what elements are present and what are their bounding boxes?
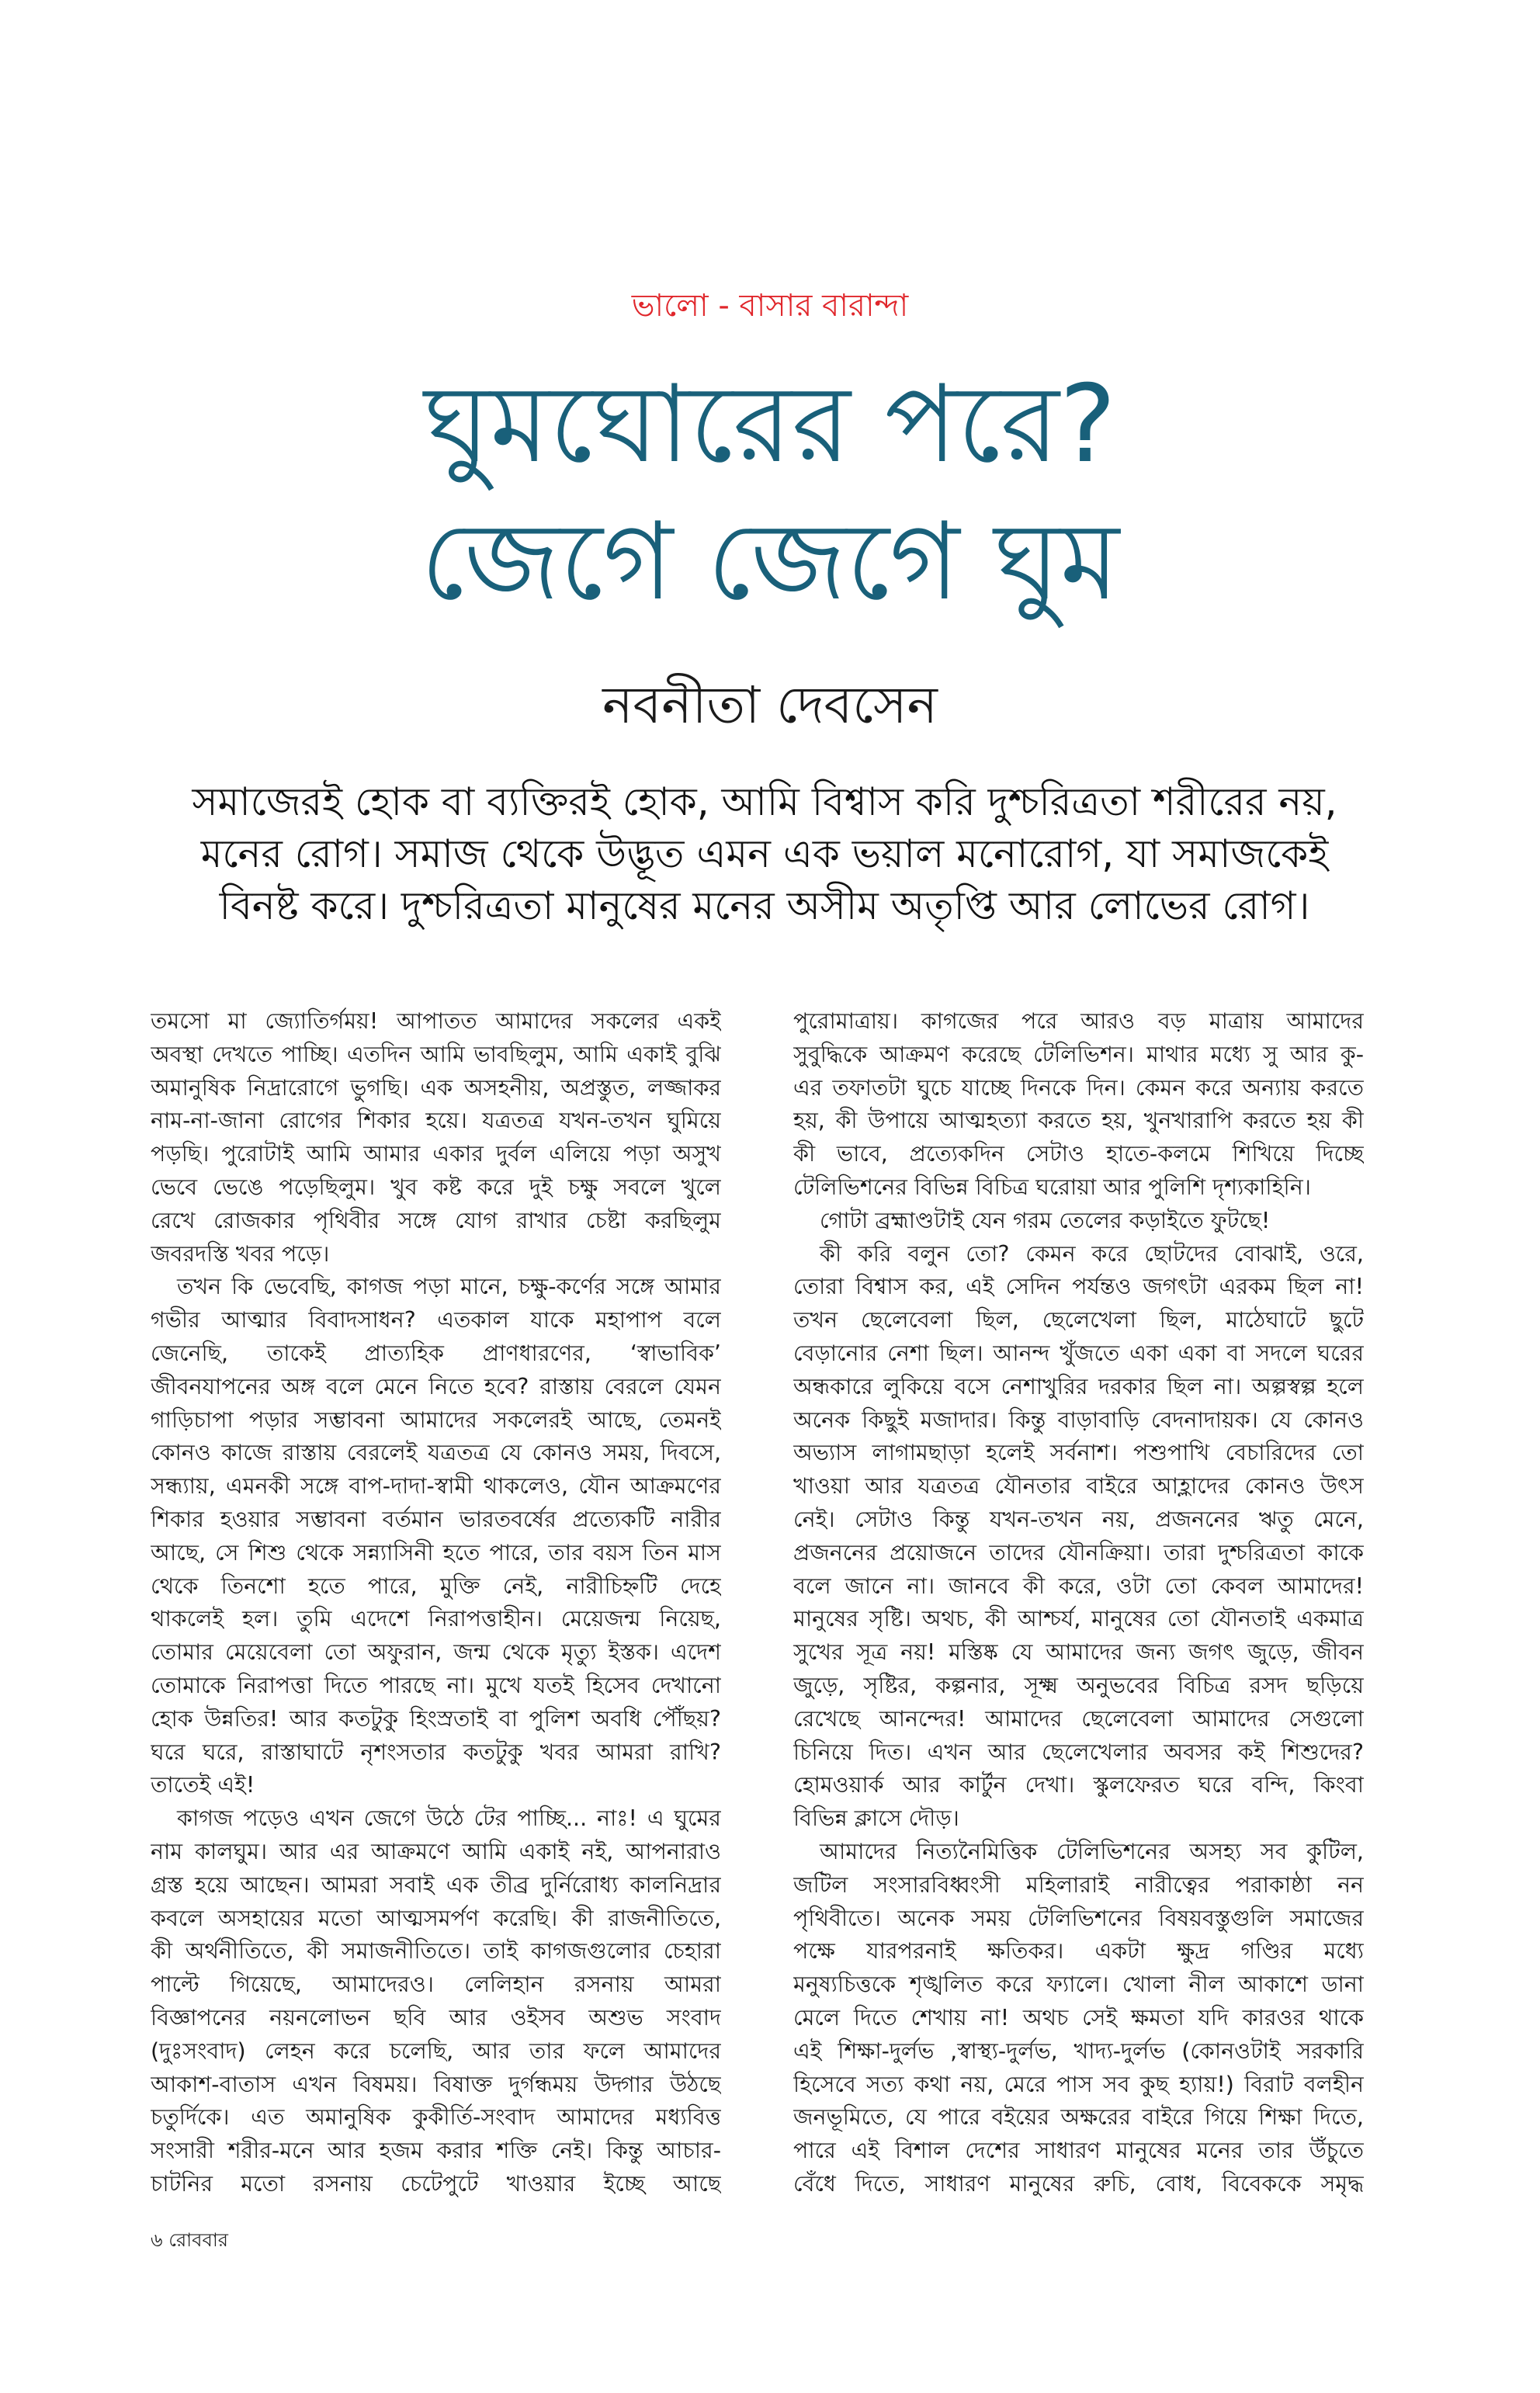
- text-line: ঘরে ঘরে, রাস্তাঘাটে নৃশংসতার কতটুকু খবর আমরা রাখি?: [151, 1739, 721, 1765]
- text-line: গাড়িচাপা পড়ার সম্ভাবনা আমাদের সকলেরই আছে, তেমনই: [151, 1406, 721, 1433]
- text-line: কী ভাবে, প্রত্যেকদিন সেটাও হাতে-কলমে শিখিয়ে দিচ্ছে: [793, 1141, 1364, 1167]
- text-line: রেখেছে আনন্দের! আমাদের ছেলেবেলা আমাদের সেগুলো: [793, 1705, 1364, 1732]
- section-kicker: ভালো - বাসার বারান্দা: [631, 288, 909, 324]
- text-line: জবরদস্তি খবর পড়ে।: [151, 1240, 330, 1267]
- text-line: অবস্থা দেখতে পাচ্ছি। এতদিন আমি ভাবছিলুম, আমি একাই বুঝি: [151, 1041, 721, 1067]
- text-line: তোরা বিশ্বাস কর, এই সেদিন পর্যন্তও জগৎটা এরকম ছিল না!: [793, 1274, 1364, 1300]
- body-column-left: [151, 1005, 721, 2201]
- text-line: হোমওয়ার্ক আর কার্টুন দেখা। স্কুলফেরত ঘরে বন্দি, কিংবা: [793, 1772, 1364, 1798]
- text-line: গভীর আত্মার বিবাদসাধন? এতকাল যাকে মহাপাপ বলে: [151, 1307, 721, 1333]
- text-line: পক্ষে যারপরনাই ক্ষতিকর। একটা ক্ষুদ্র গণ্ডির মধ্যে: [793, 1938, 1364, 1965]
- text-line: মনুষ্যচিত্তকে শৃঙ্খলিত করে ফ্যালে। খোলা নীল আকাশে ডানা: [793, 1972, 1364, 1998]
- text-line: অমানুষিক নিদ্রারোগে ভুগছি। এক অসহনীয়, অপ্রস্তুত, লজ্জাকর: [151, 1074, 721, 1101]
- text-line: বিজ্ঞাপনের নয়নলোভন ছবি আর ওইসব অশুভ সংবাদ: [151, 2004, 721, 2031]
- text-line: সন্ধ্যায়, এমনকী সঙ্গে বাপ-দাদা-স্বামী থাকলেও, যৌন আক্রমণের: [151, 1473, 721, 1500]
- standfirst: [159, 776, 1370, 932]
- text-line: রেখে রোজকার পৃথিবীর সঙ্গে যোগ রাখার চেষ্টা করছিলুম: [151, 1207, 721, 1233]
- standfirst-line: সমাজেরই হোক বা ব্যক্তিরই হোক, আমি বিশ্বাস করি দুশ্চরিত্রতা শরীরের নয়,: [192, 779, 1337, 824]
- text-line: টেলিভিশনের বিভিন্ন বিচিত্র ঘরোয়া আর পুলিশি দৃশ্যকাহিনি।: [793, 1174, 1311, 1200]
- text-line: নেই। সেটাও কিন্তু যখন-তখন নয়, প্রজননের ঋতু মেনে,: [793, 1506, 1364, 1532]
- text-line: কাগজ পড়েও এখন জেগে উঠে টের পাচ্ছি... নাঃ! এ ঘুমের: [177, 1805, 721, 1832]
- text-line: গোটা ব্রহ্মাণ্ডটাই যেন গরম তেলের কড়াইতে ফুটছে!: [820, 1207, 1271, 1233]
- paragraph: [151, 1005, 721, 1271]
- text-line: প্রজননের প্রয়োজনে তাদের যৌনক্রিয়া। তারা দুশ্চরিত্রতা কাকে: [793, 1539, 1364, 1566]
- text-line: জটিল সংসারবিধ্বংসী মহিলারাই নারীত্বের পরাকাষ্ঠা নন: [793, 1871, 1364, 1898]
- standfirst-line: মনের রোগ। সমাজ থেকে উদ্ভূত এমন এক ভয়াল মনোরোগ, যা সমাজকেই: [200, 831, 1329, 876]
- text-line: (দুঃসংবাদ) লেহন করে চলেছি, আর তার ফলে আমাদের: [151, 2038, 721, 2064]
- text-line: এর তফাতটা ঘুচে যাচ্ছে দিনকে দিন। কেমন করে অন্যায় করতে: [793, 1074, 1364, 1101]
- text-line: তোমার মেয়েবেলা তো অফুরান, জন্ম থেকে মৃত্যু ইস্তক। এদেশ: [151, 1639, 721, 1666]
- author-byline: নবনীতা দেবসেন: [602, 675, 938, 735]
- text-line: পড়ছি। পুরোটাই আমি আমার একার দুর্বল এলিয়ে পড়া অসুখ: [151, 1141, 721, 1167]
- text-line: আকাশ-বাতাস এখন বিষময়। বিষাক্ত দুর্গন্ধময় উদ্গার উঠছে: [151, 2071, 721, 2097]
- text-line: মানুষের সৃষ্টি। অথচ, কী আশ্চর্য, মানুষের তো যৌনতাই একমাত্র: [793, 1606, 1364, 1632]
- text-line: বিভিন্ন ক্লাসে দৌড়।: [793, 1805, 959, 1832]
- text-line: তাতেই এই!: [151, 1772, 255, 1798]
- text-line: তখন ছেলেবেলা ছিল, ছেলেখেলা ছিল, মাঠেঘাটে ছুটে: [793, 1307, 1364, 1333]
- text-line: পাল্টে গিয়েছে, আমাদেরও। লেলিহান রসনায় আমরা: [151, 1972, 721, 1998]
- standfirst-line: বিনষ্ট করে। দুশ্চরিত্রতা মানুষের মনের অসীম অতৃপ্তি আর লোভের রোগ।: [219, 883, 1310, 928]
- text-line: জীবনযাপনের অঙ্গ বলে মেনে নিতে হবে? রাস্তায় বেরলে যেমন: [151, 1373, 721, 1399]
- text-line: বেঁধে দিতে, সাধারণ মানুষের রুচি, বোধ, বিবেককে সমৃদ্ধ: [793, 2170, 1364, 2197]
- headline-line-1: ঘুমঘোরের পরে?: [424, 362, 1116, 487]
- text-line: নাম কালঘুম। আর এর আক্রমণে আমি একাই নই, আপনারাও: [151, 1838, 721, 1864]
- text-line: সুখের সূত্র নয়! মস্তিষ্ক যে আমাদের জন্য জগৎ জুড়ে, জীবন: [793, 1639, 1364, 1666]
- text-line: থাকলেই হল। তুমি এদেশে নিরাপত্তাহীন। মেয়েজন্ম নিয়েছ,: [151, 1606, 721, 1632]
- paragraph: [151, 1802, 721, 2201]
- text-line: আছে, সে শিশু থেকে সন্ন্যাসিনী হতে পারে, তার বয়স তিন মাস: [151, 1539, 721, 1566]
- text-line: হিসেবে সত্য কথা নয়, মেরে পাস সব কুছ হ্যায়!) বিরাট বলহীন: [793, 2071, 1364, 2097]
- page-folio: ৬ রোববার: [151, 2229, 229, 2251]
- text-line: জুড়ে, সৃষ্টির, কল্পনার, সূক্ষ্ম অনুভবের বিচিত্র রসদ ছড়িয়ে: [793, 1672, 1364, 1698]
- text-line: গ্রস্ত হয়ে আছেন। আমরা সবাই এক তীব্র দুর্নিরোধ্য কালনিদ্রার: [151, 1871, 721, 1898]
- text-line: তোমাকে নিরাপত্তা দিতে পারছে না। মুখে যতই হিসেব দেখানো: [151, 1672, 721, 1698]
- text-line: নাম-না-জানা রোগের শিকার হয়ে। যত্রতত্র যখন-তখন ঘুমিয়ে: [151, 1108, 721, 1134]
- text-line: চতুর্দিকে। এত অমানুষিক কুকীর্তি-সংবাদ আমাদের মধ্যবিত্ত: [151, 2104, 721, 2131]
- text-line: পুরোমাত্রায়। কাগজের পরে আরও বড় মাত্রায় আমাদের: [793, 1008, 1364, 1034]
- text-line: হোক উন্নতির! আর কতটুকু হিংস্রতাই বা পুলিশ অবধি পৌঁছয়?: [151, 1705, 721, 1732]
- text-line: বেড়ানোর নেশা ছিল। আনন্দ খুঁজতে একা একা বা সদলে ঘরের: [793, 1340, 1364, 1366]
- text-line: সুবুদ্ধিকে আক্রমণ করেছে টেলিভিশন। মাথার মধ্যে সু আর কু-: [793, 1041, 1364, 1067]
- text-line: তমসো মা জ্যোতির্গময়! আপাতত আমাদের সকলের একই: [151, 1008, 721, 1034]
- text-line: কী করি বলুন তো? কেমন করে ছোটদের বোঝাই, ওরে,: [820, 1240, 1364, 1267]
- text-line: সংসারী শরীর-মনে আর হজম করার শক্তি নেই। কিন্তু আচার-: [151, 2138, 721, 2164]
- text-line: মেলে দিতে শেখায় না! অথচ সেই ক্ষমতা যদি কারওর থাকে: [793, 2004, 1364, 2031]
- text-line: থেকে তিনশো হতে পারে, মুক্তি নেই, নারীচিহ্নটি দেহে: [151, 1573, 721, 1599]
- text-line: আমাদের নিত্যনৈমিত্তিক টেলিভিশনের অসহ্য সব কুটিল,: [820, 1838, 1364, 1864]
- text-line: জনভূমিতে, যে পারে বইয়ের অক্ষরের বাইরে গিয়ে শিক্ষা দিতে,: [793, 2104, 1364, 2131]
- body-column-right: [793, 1005, 1364, 2201]
- text-line: কোনও কাজে রাস্তায় বেরলেই যত্রতত্র যে কোনও সময়, দিবসে,: [151, 1440, 721, 1466]
- text-line: শিকার হওয়ার সম্ভাবনা বর্তমান ভারতবর্ষের প্রত্যেকটি নারীর: [151, 1506, 721, 1532]
- text-line: চাটনির মতো রসনায় চেটেপুটে খাওয়ার ইচ্ছে আছে: [151, 2170, 721, 2197]
- text-line: অন্ধকারে লুকিয়ে বসে নেশাখুরির দরকার ছিল না। অল্পস্বল্প হলে: [793, 1373, 1364, 1399]
- paragraph: [793, 1238, 1364, 1836]
- paragraph: [151, 1271, 721, 1802]
- text-line: খাওয়া আর যত্রতত্র যৌনতার বাইরে আহ্লাদের কোনও উৎস: [793, 1473, 1364, 1500]
- text-line: ভেবে ভেঙে পড়েছিলুম। খুব কষ্ট করে দুই চক্ষু সবলে খুলে: [151, 1174, 721, 1200]
- text-line: তখন কি ভেবেছি, কাগজ পড়া মানে, চক্ষু-কর্ণের সঙ্গে আমার: [177, 1274, 721, 1300]
- paragraph: [793, 1205, 1364, 1238]
- paragraph: [793, 1836, 1364, 2201]
- text-line: অনেক কিছুই মজাদার। কিন্তু বাড়াবাড়ি বেদনাদায়ক। যে কোনও: [793, 1406, 1364, 1433]
- text-line: কী অর্থনীতিতে, কী সমাজনীতিতে। তাই কাগজগুলোর চেহারা: [151, 1938, 721, 1965]
- text-line: পৃথিবীতে। অনেক সময় টেলিভিশনের বিষয়বস্তুগুলি সমাজের: [793, 1905, 1364, 1931]
- text-line: বলে জানে না। জানবে কী করে, ওটা তো কেবল আমাদের!: [793, 1573, 1364, 1599]
- text-line: কবলে অসহায়ের মতো আত্মসমর্পণ করেছি। কী রাজনীতিতে,: [151, 1905, 721, 1931]
- paragraph: [793, 1005, 1364, 1205]
- text-line: জেনেছি, তাকেই প্রাত্যহিক প্রাণধারণের, ‘স্বাভাবিক’: [151, 1340, 721, 1366]
- text-line: এই শিক্ষা-দুর্লভ ,স্বাস্থ্য-দুর্লভ, খাদ্য-দুর্লভ (কোনওটাই সরকারি: [793, 2038, 1364, 2064]
- text-line: অভ্যাস লাগামছাড়া হলেই সর্বনাশ। পশুপাখি বেচারিদের তো: [793, 1440, 1364, 1466]
- text-line: হয়, কী উপায়ে আত্মহত্যা করতে হয়, খুনখারাপি করতে হয় কী: [793, 1108, 1364, 1134]
- text-line: চিনিয়ে দিত। এখন আর ছেলেখেলার অবসর কই শিশুদের?: [793, 1739, 1364, 1765]
- text-line: পারে এই বিশাল দেশের সাধারণ মানুষের মনের তার উঁচুতে: [793, 2138, 1364, 2164]
- headline-line-2: জেগে জেগে ঘুম: [420, 499, 1120, 624]
